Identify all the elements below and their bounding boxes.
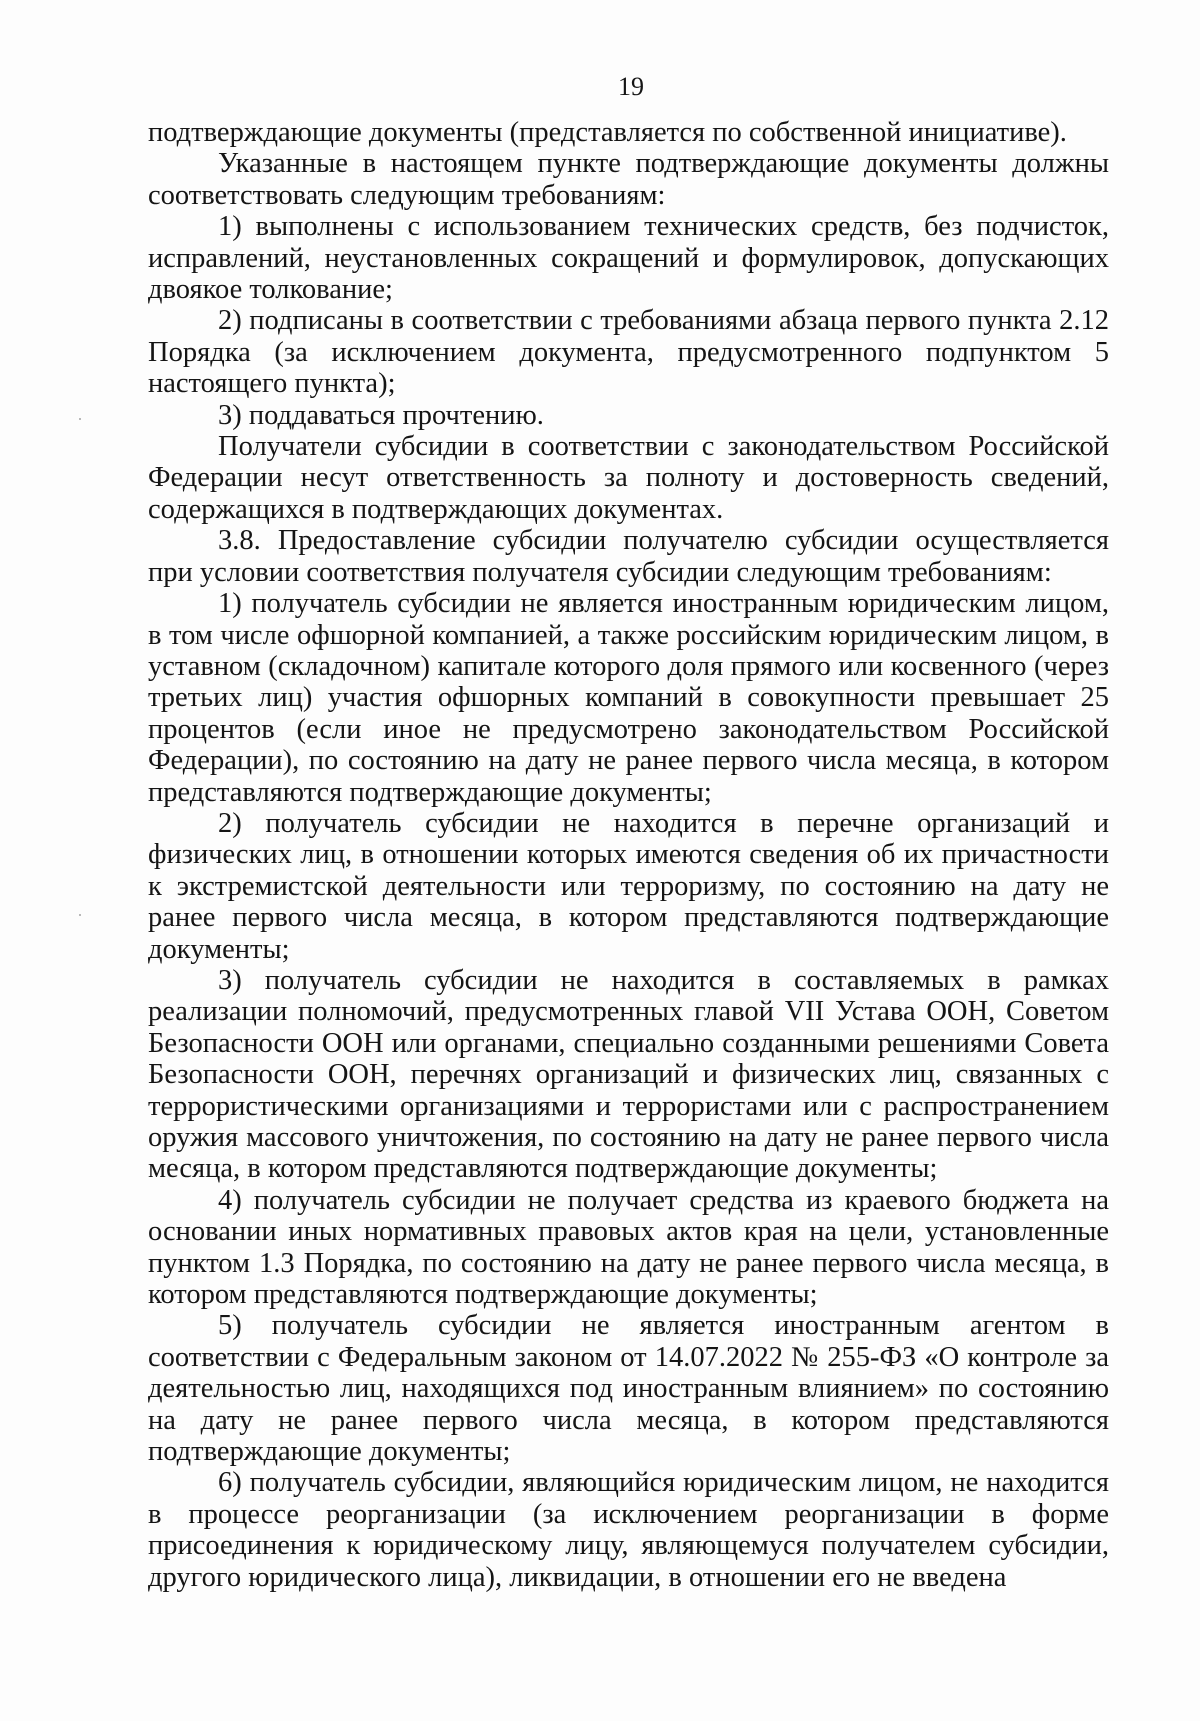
list-item-2: 2) подписаны в соответствии с требованиями абзаца первого пункта 2.12 Порядка (за исключением документа, предусмотренного подпунктом 5 настоящего пункта);	[148, 305, 1109, 400]
requirement-4: 4) получатель субсидии не получает средства из краевого бюджета на основании иных нормативных правовых актов края на цели, установленные пунктом 1.3 Порядка, по состоянию на дату не ранее первого числа месяца, в котором представляются подтверждающие документы;	[148, 1184, 1109, 1311]
requirement-6: 6) получатель субсидии, являющийся юридическим лицом, не находится в процессе реорганизации (за исключением реорганизации в форме присоединения к юридическому лицу, являющемуся получателем субсидии, другого юридического лица), ликвидации, в отношении его не введена	[148, 1467, 1109, 1593]
requirement-1: 1) получатель субсидии не является иностранным юридическим лицом, в том числе офшорной компанией, а также российским юридическим лицом, в уставном (складочном) капитале которого доля прямого или косвенного (через третьих лиц) участия офшорных компаний в совокупности превышает 25 процентов (если иное не предусмотрено законодательством Российской Федерации), по состоянию на дату не ранее первого числа месяца, в котором представляются подтверждающие документы;	[148, 588, 1109, 808]
paragraph-continuation: подтверждающие документы (представляется по собственной инициативе).	[148, 117, 1067, 148]
paragraph-requirements-intro: Указанные в настоящем пункте подтверждающие документы должны соответствовать следующим требованиям:	[148, 148, 1109, 211]
requirement-5: 5) получатель субсидии не является иностранным агентом в соответствии с Федеральным законом от 14.07.2022 № 255-ФЗ «О контроле за деятельностью лиц, находящихся под иностранным влиянием» по состоянию на дату не ранее первого числа месяца, в котором представляются подтверждающие документы;	[148, 1310, 1109, 1468]
scan-artifact	[79, 914, 81, 916]
requirement-2: 2) получатель субсидии не находится в перечне организаций и физических лиц, в отношении которых имеются сведения об их причастности к экстремистской деятельности или терроризму, по состоянию на дату не ранее первого числа месяца, в котором представляются подтверждающие документы;	[148, 807, 1109, 965]
section-3-8: 3.8. Предоставление субсидии получателю субсидии осуществляется при условии соответствия получателя субсидии следующим требованиям:	[148, 525, 1109, 588]
page-number: 19	[618, 72, 644, 101]
list-item-3: 3) поддаваться прочтению.	[218, 399, 544, 431]
document-body	[148, 117, 1109, 1593]
scan-artifact	[79, 418, 81, 420]
paragraph-responsibility: Получатели субсидии в соответствии с законодательством Российской Федерации несут ответственность за полноту и достоверность сведений, содержащихся в подтверждающих документах.	[148, 431, 1109, 525]
list-item-1: 1) выполнены с использованием технических средств, без подчисток, исправлений, неустановленных сокращений и формулировок, допускающих двоякое толкование;	[148, 211, 1109, 306]
requirement-3: 3) получатель субсидии не находится в составляемых в рамках реализации полномочий, предусмотренных главой VII Устава ООН, Советом Безопасности ООН или органами, специально созданными решениями Совета Безопасности ООН, перечнях организаций и физических лиц, связанных с террористическими организациями и террористами или с распространением оружия массового уничтожения, по состоянию на дату не ранее первого числа месяца, в котором представляются подтверждающие документы;	[148, 964, 1109, 1185]
